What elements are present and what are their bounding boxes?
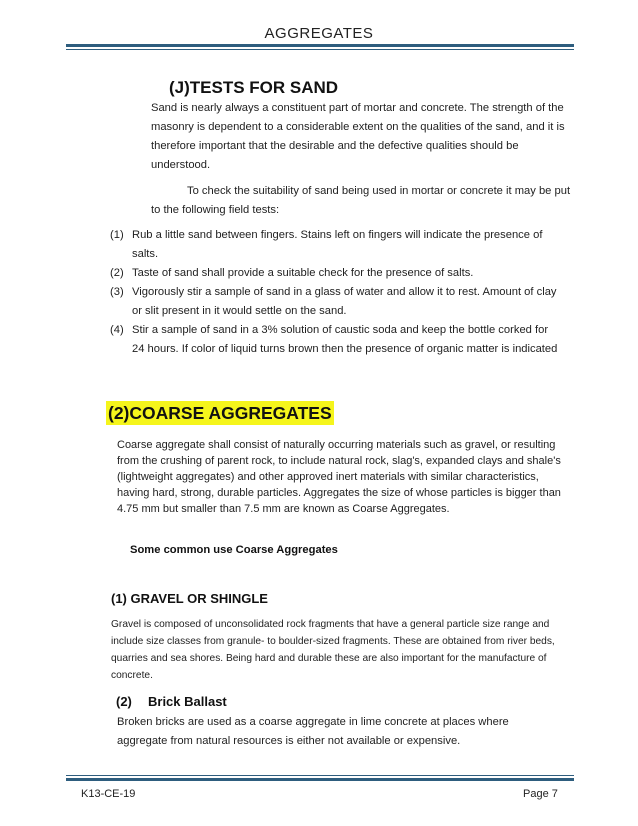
list-number: (3) xyxy=(110,286,124,298)
coarse-aggregates-paragraph: Coarse aggregate shall consist of naturally occurring materials such as gravel, or resulting from the crushing of parent rock, to include natural rock, slag's, expanded clays and shale's (lightweight aggregates) and other approved inert materials with similar characteristics, having hard, strong, durable particles. Aggregates the size of whose particles is bigger than 4.75 mm but smaller than 7.5 mm are known as Coarse Aggregates. xyxy=(117,439,561,515)
gravel-paragraph: Gravel is composed of unconsolidated rock fragments that have a general particle size range and include size classes from granule- to boulder-sized fragments. These are obtained from river beds, quarries and sea shores. Being hard and durable these are also important for the manufacture of concrete. xyxy=(111,619,555,681)
list-number: (1) xyxy=(110,229,124,241)
brick-ballast-paragraph: Broken bricks are used as a coarse aggregate in lime concrete at places where aggregate from natural resources is either not available or expensive. xyxy=(117,716,509,747)
common-coarse-aggregates-subheading: Some common use Coarse Aggregates xyxy=(130,544,338,556)
list-number: (2) xyxy=(110,267,124,279)
footer-page-number: Page 7 xyxy=(523,788,558,800)
brick-ballast-heading: Brick Ballast xyxy=(148,694,227,709)
list-text: Vigorously stir a sample of sand in a glass of water and allow it to rest. Amount of clay or slit present in it would settle on the sand. xyxy=(132,286,557,317)
list-number: (4) xyxy=(110,324,124,336)
footer-course-code: K13-CE-19 xyxy=(81,788,136,800)
tests-for-sand-heading: (J)TESTS FOR SAND xyxy=(169,78,339,97)
page-header-title: AGGREGATES xyxy=(264,25,374,42)
coarse-aggregates-heading: (2)COARSE AGGREGATES xyxy=(108,403,332,423)
brick-ballast-number: (2) xyxy=(116,694,132,709)
sand-check-paragraph: To check the suitability of sand being used in mortar or concrete it may be put to the following field tests: xyxy=(151,185,571,216)
sand-intro-paragraph: Sand is nearly always a constituent part of mortar and concrete. The strength of the masonry is dependent to a considerable extent on the qualities of the sand, and it is therefore important that the desirable and the defective qualities should be understood. xyxy=(151,102,565,171)
footer-rule-thick xyxy=(66,778,574,781)
list-text: Rub a little sand between fingers. Stains left on fingers will indicate the presence of salts. xyxy=(132,229,543,260)
list-text: Taste of sand shall provide a suitable check for the presence of salts. xyxy=(132,267,474,279)
list-text: Stir a sample of sand in a 3% solution of caustic soda and keep the bottle corked for 24 hours. If color of liquid turns brown then the presence of organic matter is indicated xyxy=(132,324,558,355)
header-rule-thin xyxy=(66,49,574,50)
header-rule-thick xyxy=(66,44,574,47)
footer-rule-thin xyxy=(66,775,574,776)
gravel-heading: (1) GRAVEL OR SHINGLE xyxy=(111,591,268,606)
